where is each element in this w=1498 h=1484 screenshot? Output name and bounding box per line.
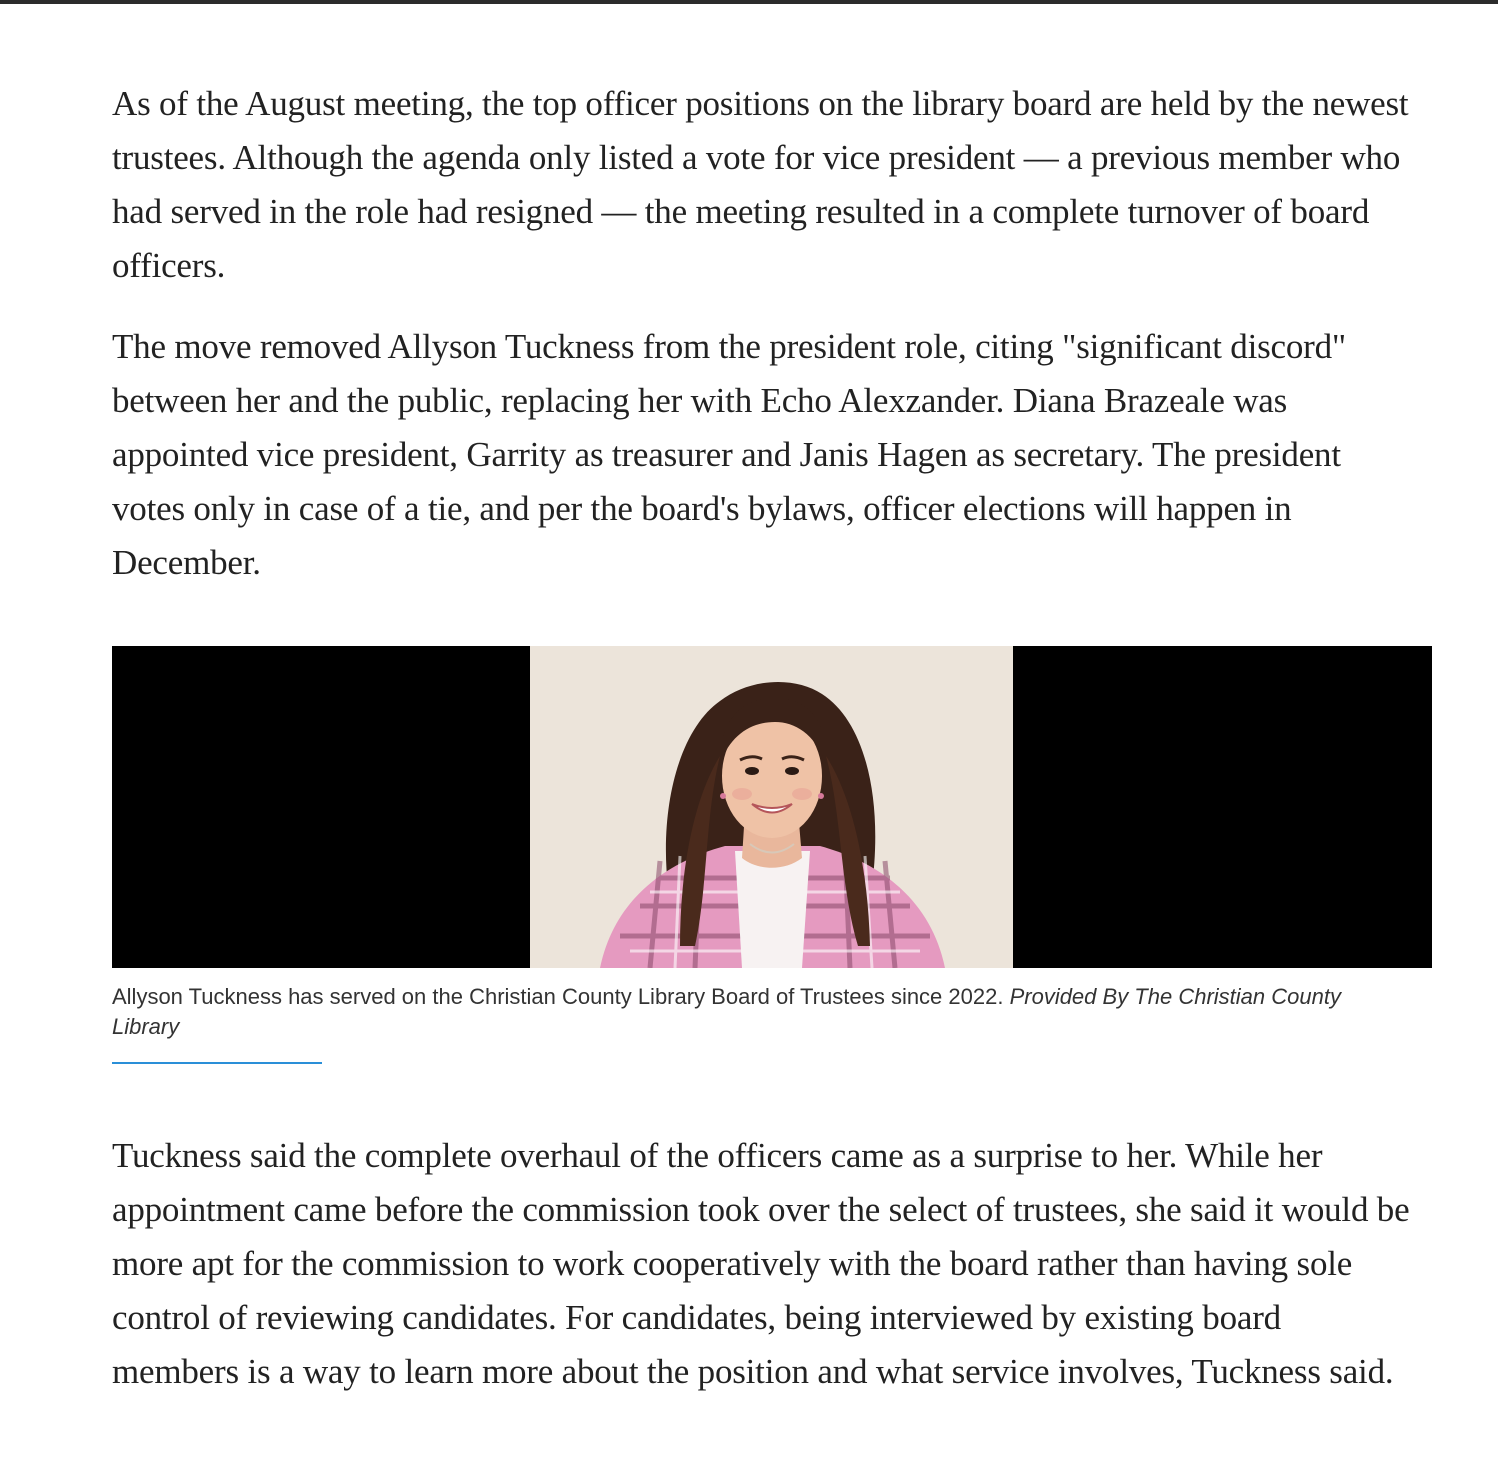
portrait-illustration [530, 646, 1013, 968]
article-photo-figure [112, 646, 1432, 968]
article-paragraph: The move removed Allyson Tuckness from the president role, citing "significant discord" between her and the public, replacing her with Echo Alexzander. Diana Brazeale was appointed vice president, Garrity as treasurer and Janis Hagen as secretary. The president votes only in case of a tie, and per the board's bylaws, officer elections will happen in December. [112, 327, 1347, 582]
caption-credit: Provided By The Christian County Library [112, 984, 1341, 1039]
caption-text: Allyson Tuckness has served on the Christian County Library Board of Trustees since 2022. [112, 984, 1010, 1009]
article-paragraph: As of the August meeting, the top officer positions on the library board are held by the newest trustees. Although the agenda only listed a vote for vice president — a previous member who had served in the role had resigned — the meeting resulted in a complete turnover of board officers. [112, 84, 1409, 285]
photo-caption [112, 982, 1412, 1042]
portrait-photo[interactable] [530, 646, 1013, 968]
article-paragraph: Tuckness said the complete overhaul of the officers came as a surprise to her. While her appointment came before the commission took over the select of trustees, she said it would be more apt for the commission to work cooperatively with the board rather than having sole control of reviewing candidates. For candidates, being interviewed by existing board members is a way to learn more about the position and what service involves, Tuckness said. [112, 1136, 1410, 1391]
caption-divider [112, 1062, 322, 1064]
